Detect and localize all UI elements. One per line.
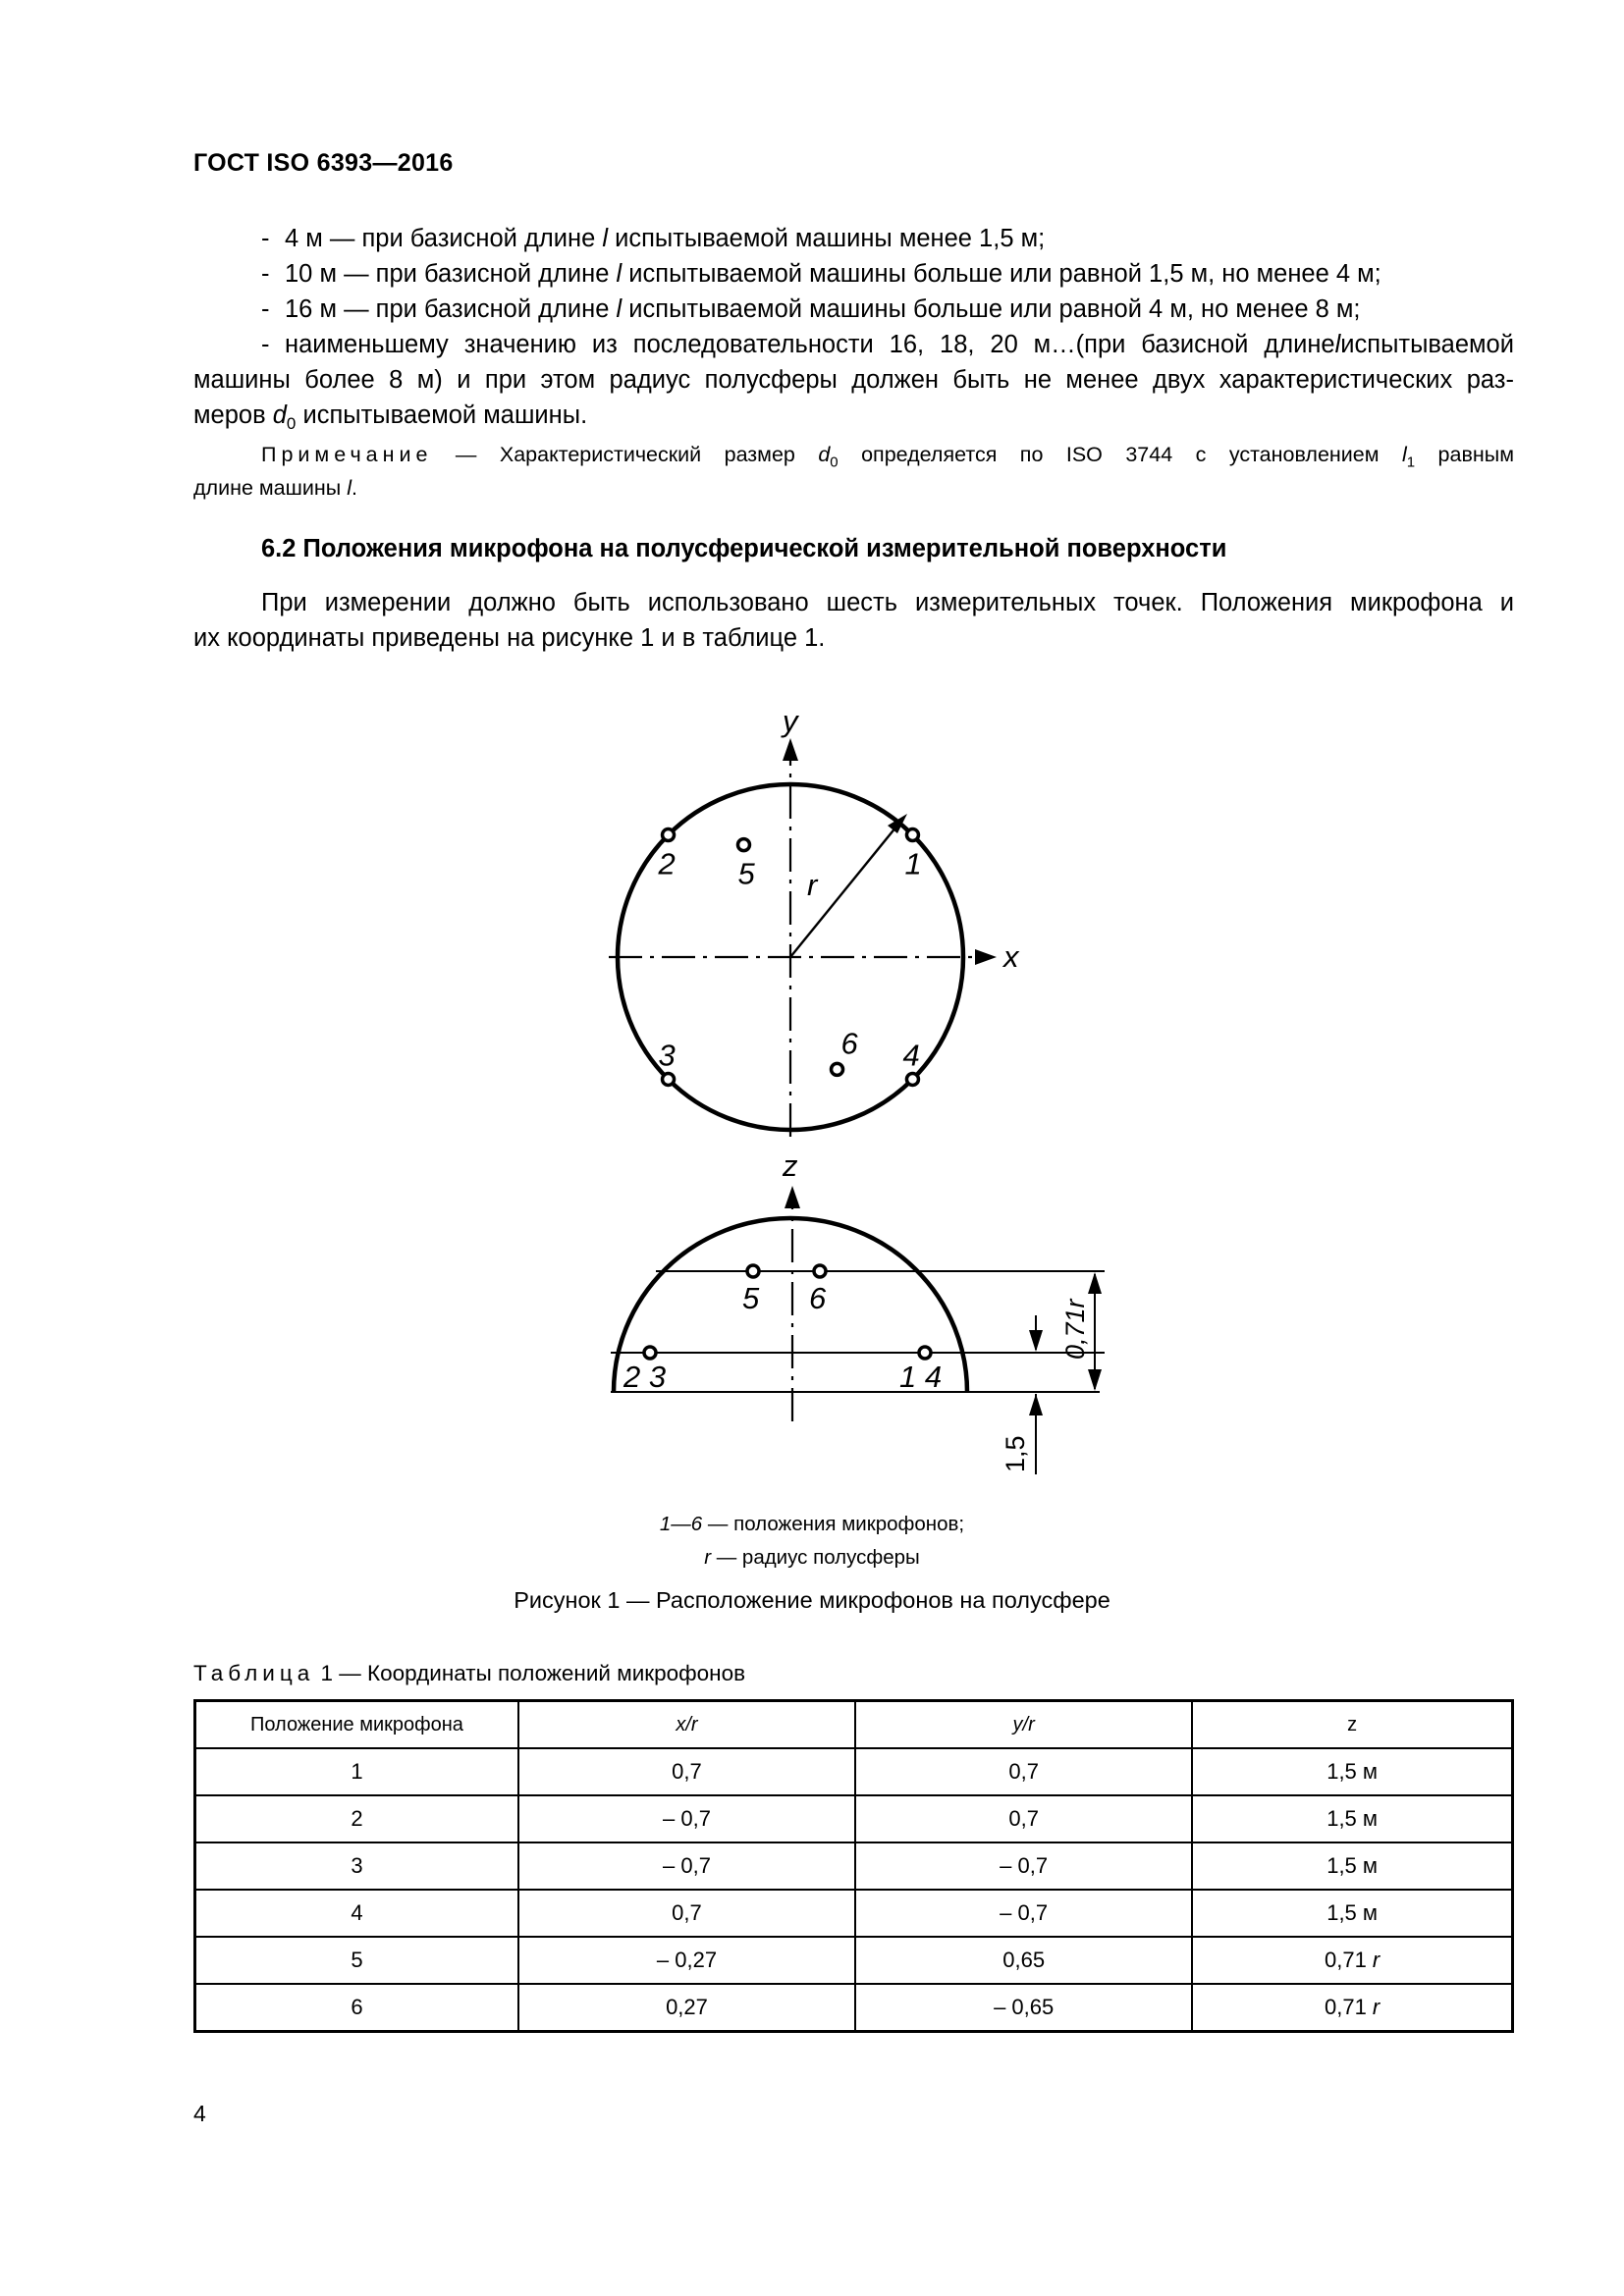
mic-label-6: 6 (840, 1026, 858, 1061)
list-item: - 10 м — при базисной длине l испытываемой машины больше или равной 1,5 м, но менее 4 м; (261, 260, 1381, 288)
table-cell: 4 (195, 1890, 518, 1937)
figure-legend-2: r — радиус полусферы (704, 1546, 920, 1569)
table-caption: Таблица 1 — Координаты положений микрофонов (193, 1661, 746, 1685)
header-z: z (1192, 1701, 1512, 1749)
section-heading: 6.2 Положения микрофона на полусферической измерительной поверхности (261, 535, 1227, 562)
dim-upper-arrow-bottom (1088, 1369, 1102, 1391)
table-cell: – 0,7 (855, 1842, 1192, 1890)
axis-x-label: x (1003, 939, 1019, 974)
list-item: - 4 м — при базисной длине l испытываемой машины менее 1,5 м; (261, 225, 1046, 252)
header-y-r: y/r (855, 1701, 1192, 1749)
side-view-diagram (611, 1186, 1105, 1474)
y-axis-arrow (783, 738, 798, 761)
table-cell: 1,5 м (1192, 1748, 1512, 1795)
side-label-5: 5 (742, 1281, 760, 1315)
table-cell: – 0,65 (855, 1984, 1192, 2032)
side-point-2-3 (644, 1347, 656, 1359)
table-cell: 0,27 (518, 1984, 855, 2032)
mic-label-2: 2 (658, 846, 676, 881)
table-cell: 6 (195, 1984, 518, 2032)
side-label-6: 6 (809, 1281, 827, 1315)
mic-label-3: 3 (658, 1038, 676, 1073)
mic-point-4 (906, 1073, 918, 1085)
x-axis-arrow (975, 949, 997, 965)
table-cell: – 0,7 (518, 1842, 855, 1890)
table-cell: 0,7 (518, 1748, 855, 1795)
side-point-5 (747, 1265, 759, 1277)
table-row (195, 1984, 1513, 2032)
table-cell: 1,5 м (1192, 1842, 1512, 1890)
radius-label: r (807, 868, 818, 902)
mic-label-1: 1 (904, 846, 922, 881)
mic-label-4: 4 (902, 1038, 920, 1073)
table-cell: 0,7 (855, 1748, 1192, 1795)
table-cell: 1,5 м (1192, 1890, 1512, 1937)
dim-lower-arrow-bottom (1029, 1394, 1043, 1415)
table-cell: – 0,7 (855, 1890, 1192, 1937)
figure-caption: Рисунок 1 — Расположение микрофонов на полусфере (514, 1587, 1110, 1613)
note-continuation: длине машины l. (193, 476, 357, 500)
dim-lower-arrow-top (1029, 1330, 1043, 1352)
axis-z-label: z (783, 1148, 798, 1183)
document-header: ГОСТ ISO 6393—2016 (193, 149, 454, 177)
table-cell: – 0,27 (518, 1937, 855, 1984)
table-row (195, 1890, 1513, 1937)
side-point-6 (814, 1265, 826, 1277)
dim-lower-label: 1,5 (1001, 1435, 1030, 1472)
mic-point-2 (663, 829, 675, 841)
coordinates-table (193, 1699, 1514, 2033)
table-cell: 0,71 r (1192, 1937, 1512, 1984)
mic-label-5: 5 (737, 856, 755, 891)
note: Примечание — Характеристический размер $d_0$ определяется по ISO 3744 с установлением $l_1$ равным (261, 443, 1515, 471)
axis-y-label: y (783, 704, 798, 738)
paragraph: При измерении должно быть использовано шесть измерительных точек. Положения микрофона и их координаты приведены на рисунке 1 и в таблице 1. (193, 589, 1514, 652)
table-row (195, 1937, 1513, 1984)
side-point-1-4 (919, 1347, 931, 1359)
table-row (195, 1842, 1513, 1890)
table-cell: 1 (195, 1748, 518, 1795)
list-item: - наименьшему значению из последовательности 16, 18, 20 м…(при базисной длинеlиспытываемой (261, 331, 1514, 358)
side-label-23: 2 3 (623, 1360, 667, 1394)
table-cell: 1,5 м (1192, 1795, 1512, 1842)
table-cell: 0,7 (518, 1890, 855, 1937)
table-row (195, 1748, 1513, 1795)
side-label-14: 1 4 (899, 1360, 943, 1394)
list-continuation: машины более 8 м) и при этом радиус полусферы должен быть не менее двух характеристических раз- (193, 366, 1514, 394)
table-cell: 2 (195, 1795, 518, 1842)
table-header-row (195, 1701, 1513, 1749)
table-cell: 0,7 (855, 1795, 1192, 1842)
list-continuation: меров $d_0$ испытываемой машины. (193, 401, 588, 434)
header-x-r: x/r (518, 1701, 855, 1749)
figure-legend-1: 1—6 — положения микрофонов; (659, 1513, 965, 1535)
table-cell: 0,65 (855, 1937, 1192, 1984)
mic-point-5 (737, 839, 749, 851)
table-cell: – 0,7 (518, 1795, 855, 1842)
mic-point-1 (906, 829, 918, 841)
page-number: 4 (193, 2101, 206, 2126)
header-position: Положение микрофона (195, 1701, 518, 1749)
list-item: - 16 м — при базисной длине l испытываемой машины больше или равной 4 м, но менее 8 м; (261, 295, 1361, 323)
dim-upper-label: 0,71r (1060, 1299, 1090, 1360)
z-axis-arrow (785, 1186, 800, 1208)
table-cell: 0,71 r (1192, 1984, 1512, 2032)
mic-point-3 (663, 1073, 675, 1085)
table-row (195, 1795, 1513, 1842)
mic-point-6 (832, 1063, 843, 1075)
table-cell: 5 (195, 1937, 518, 1984)
dim-upper-arrow-top (1088, 1272, 1102, 1294)
side-view-points (644, 1265, 931, 1359)
table-cell: 3 (195, 1842, 518, 1890)
